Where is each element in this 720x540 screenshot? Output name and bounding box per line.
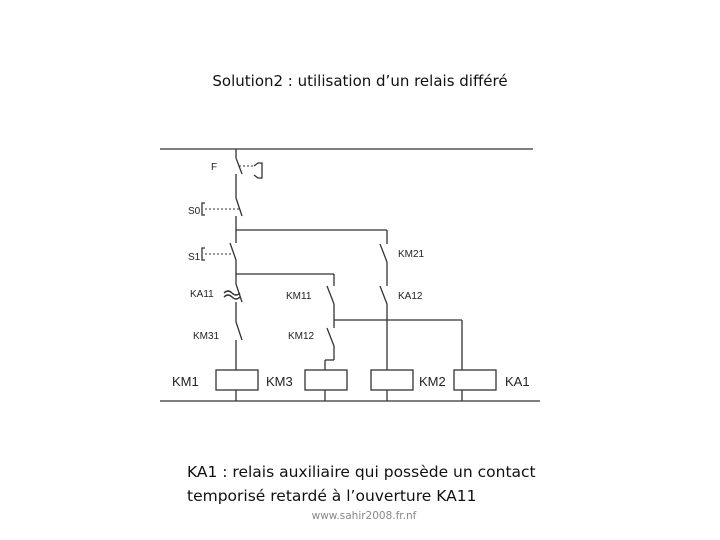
caption — [187, 460, 607, 508]
label-km31: KM31 — [193, 331, 220, 342]
page-title: Solution2 : utilisation d’un relais différé — [212, 72, 508, 90]
label-f: F — [211, 162, 218, 173]
label-km11: KM11 — [286, 291, 312, 302]
coil-km2 — [371, 370, 413, 390]
left-branch — [202, 149, 262, 401]
coil-km3 — [305, 370, 347, 390]
label-ka11: KA11 — [190, 289, 214, 300]
caption-line-2: temporisé retardé à l’ouverture KA11 — [187, 487, 477, 505]
label-km21: KM21 — [398, 249, 425, 260]
coil-ka1 — [454, 370, 496, 390]
coil-km1 — [216, 370, 258, 390]
coil-label-ka1: KA1 — [505, 374, 530, 389]
caption-line-1: KA1 : relais auxiliaire qui possède un contact — [187, 463, 536, 481]
label-ka12: KA12 — [398, 291, 423, 302]
coil-label-km1: KM1 — [172, 374, 199, 389]
coil-label-km2: KM2 — [419, 374, 446, 389]
footer-url: www.sahir2008.fr.nf — [311, 510, 417, 522]
label-s0: S0 — [188, 206, 201, 217]
label-km12: KM12 — [288, 331, 315, 342]
coil-label-km3: KM3 — [266, 374, 293, 389]
label-s1: S1 — [188, 252, 201, 263]
